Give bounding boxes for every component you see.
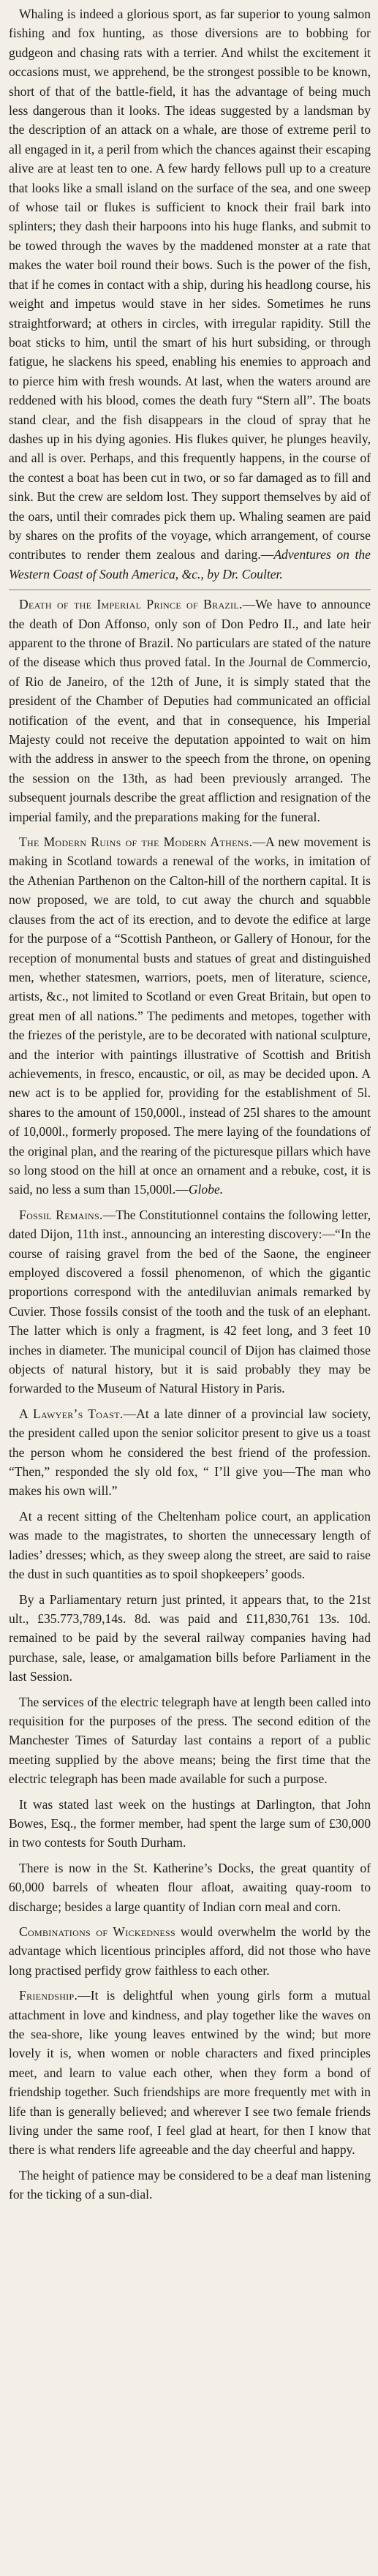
docks-paragraph: [9, 1858, 371, 1916]
lawyer-text: —At a late dinner of a provincial law society, the president called upon the senior solicitor present to give us a toast the person whom he considered the best friend of the profession. “Then,” responded the sly old fox, “ I’ll give you—The man who makes his own will.”: [9, 1406, 371, 1499]
athens-paragraph: [9, 832, 371, 1200]
docks-text: There is now in the St. Katherine’s Docks, the great quantity of 60,000 barrels of wheaten flour afloat, awaiting quay-room to discharge; besides a large quantity of Indian corn meal and corn.: [9, 1860, 371, 1914]
lawyer-paragraph: [9, 1404, 371, 1501]
friendship-paragraph: [9, 1986, 371, 2160]
athens-text: —A new movement is making in Scotland towards a renewal of the works, in imitation of the Athenian Parthenon on the Calton-hill of the northern capital. It is now proposed, we are told, to cut away the church and squabble clauses from the act of its erection, and to devote the edifice at large for the purpose of a “Scottish Pantheon, or Gallery of Honour, for the reception of monumental busts and statues of great and distinguished men, whether statesmen, warriors, poets, men of literature, science, artists, &c., not limited to Scotland or even Great Britain, but open to great men of all nations.” The pediments and metopes, together with the friezes of the peristyle, are to be decorated with national sculpture, and the interior with paintings illustrative of Scottish and British achievements, in fresco, encaustic, or oil, as may be decided upon. A new act is to be applied for, providing for the establishment of 5l. shares to the amount of 150,000l., instead of 25l shares to the amount of 10,000l., formerly proposed. The mere laying of the foundations of the original plan, and the rearing of the picturesque pillars which have so long stood on the hill at once an ornament and a rebuke, cost, it is said, no less a sum than 15,000l.—: [9, 835, 371, 1197]
patience-text: The height of patience may be considered to be a deaf man listening for the ticking of a sun-dial.: [9, 2167, 371, 2202]
cheltenham-paragraph: [9, 1507, 371, 1584]
lawyer-heading: A Lawyer’s Toast.: [19, 1406, 124, 1421]
darlington-text: It was stated last week on the hustings at Darlington, that John Bowes, Esq., the former member, had spent the large sum of £30,000 in two contests for South Durham.: [9, 1796, 371, 1850]
telegraph-paragraph: [9, 1692, 371, 1789]
prince-heading: Death of the Imperial Prince of Brazil.: [19, 597, 243, 612]
fossil-paragraph: [9, 1205, 371, 1398]
friendship-heading: Friendship.: [19, 1988, 78, 2003]
railways-text: By a Parliamentary return just printed, it appears that, to the 21st ult., £35.773,789,14s. 8d. was paid and £11,830,761 13s. 10d. remained to be paid by the several railway companies having had purchase, sale, lease, or amalgamation bills before Parliament in the last Session.: [9, 1592, 371, 1684]
fossil-text: —The Constitutionnel contains the following letter, dated Dijon, 11th inst., announcing an interesting discovery:—“In the course of raising gravel from the bed of the Saone, the engineer employed discovered a fossil phenomenon, of which the gigantic proportions correspond with the antediluvian animals remarked by Cuvier. Those fossils consist of the tooth and the tusk of an elephant. The latter which is only a fragment, is 42 feet long, and 3 feet 10 inches in diameter. The municipal council of Dijon has claimed those objects of natural history, but it is said probably they may be forwarded to the Museum of Natural History in Paris.: [9, 1207, 371, 1396]
whaling-source: Adventures on the Western Coast of South America, &c., by Dr. Coulter.: [9, 547, 371, 581]
prince-paragraph: [9, 595, 371, 826]
telegraph-text: The services of the electric telegraph have at length been called into requisition for the purposes of the press. The second edition of the Manchester Times of Saturday last contains a report of a public meeting supplied by the above means; being the first time that the electric telegraph has been made available for such a purpose.: [9, 1694, 371, 1787]
wickedness-heading: Combinations of Wickedness: [19, 1924, 175, 1939]
athens-heading: The Modern Ruins of the Modern Athens.: [19, 835, 253, 850]
darlington-paragraph: [9, 1795, 371, 1853]
prince-text: —We have to announce the death of Don Affonso, only son of Don Pedro II., and late heir apparent to the throne of Brazil. No particulars are stated of the nature of the disease which thus proved fatal. In the Journal de Commercio, of Rio de Janeiro, of the 12th of June, it is simply stated that the president of the Chamber of Deputies had communicated an official notification of the event, and that in consequence, his Imperial Majesty could not receive the deputation appointed to wait on him with the address in answer to the speech from the throne, on opening the session on the 13th, as had been previously arranged. The subsequent journals describe the great affliction and resignation of the imperial family, and the preparations making for the funeral.: [9, 597, 371, 824]
wickedness-paragraph: [9, 1922, 371, 1980]
patience-paragraph: [9, 2166, 371, 2204]
cheltenham-text: At a recent sitting of the Cheltenham police court, an application was made to the magistrates, to shorten the unnecessary length of ladies’ dresses; which, as they sweep along the street, are said to raise the dust in such quantities as to spoil shopkeepers’ goods.: [9, 1508, 371, 1582]
whaling-text: Whaling is indeed a glorious sport, as far superior to young salmon fishing and fox hunting, as those diversions are to bobbing for gudgeon and chasing rats with a terrier. And whilst the excitement it occasions must, we apprehend, be the strongest possible to be known, short of that of the battle-field, it has the advantage of being much less dangerous than it looks. The ideas suggested by a landsman by the description of an attack on a whale, are those of extreme peril to all engaged in it, a peril from which the chances against their escaping alive are at least ten to one. A few hardy fellows pull up to a creature that looks like a small island on the surface of the sea, and one sweep of whose tail or flukes is sufficient to knock their frail bark into splinters; they dash their harpoons into his huge flanks, and submit to be towed through the waves by the maddened monster at a rate that makes the water boil round their bows. Such is the power of the fish, that if he comes in contact with a ship, during his headlong course, his weight and impetus would stave in her sides. Sometimes he runs straightforward; at others in circles, with irregular rapidity. Still the boat sticks to him, until the smart of his hurt subsiding, or through fatigue, he slackens his speed, enabling his enemies to approach and to pierce him with fresh wounds. At last, when the waters around are reddened with his blood, comes the death fury “Stern all”. The boats stand clear, and the fish disappears in the cloud of spray that he dashes up in his dying agonies. His flukes quiver, he plunges heavily, and all is over. Perhaps, and this frequently happens, in the course of the contest a boat has been cut in two, or so far damaged as to fill and sink. But the crew are seldom lost. They support themselves by aid of the oars, until their comrades pick them up. Whaling seamen are paid by shares on the profits of the voyage, which arrangement, of course contributes to render them zealous and daring.—: [9, 7, 371, 562]
wickedness-text: would overwhelm the world by the advantage which licentious principles afford, did not those who have long practised perfidy grow faithless to each other.: [9, 1924, 371, 1978]
friendship-text: —It is delightful when young girls form a mutual attachment in love and kindness, and play together like the waves on the sea-shore, like young leaves entwined by the wind; but more lovely it is, when women or noble characters and fixed principles meet, and learn to value each other, when they form a bond of friendship together. Such friendships are more frequently met with in life than is generally believed; and wherever I see two female friends living under the same roof, I feel glad at heart, for then I know that there is what renders life agreeable and the day cheerful and happy.: [9, 1988, 371, 2158]
fossil-heading: Fossil Remains.: [19, 1207, 103, 1222]
railways-paragraph: [9, 1590, 371, 1687]
whaling-paragraph: [9, 4, 371, 584]
athens-source: Globe.: [188, 1182, 224, 1197]
